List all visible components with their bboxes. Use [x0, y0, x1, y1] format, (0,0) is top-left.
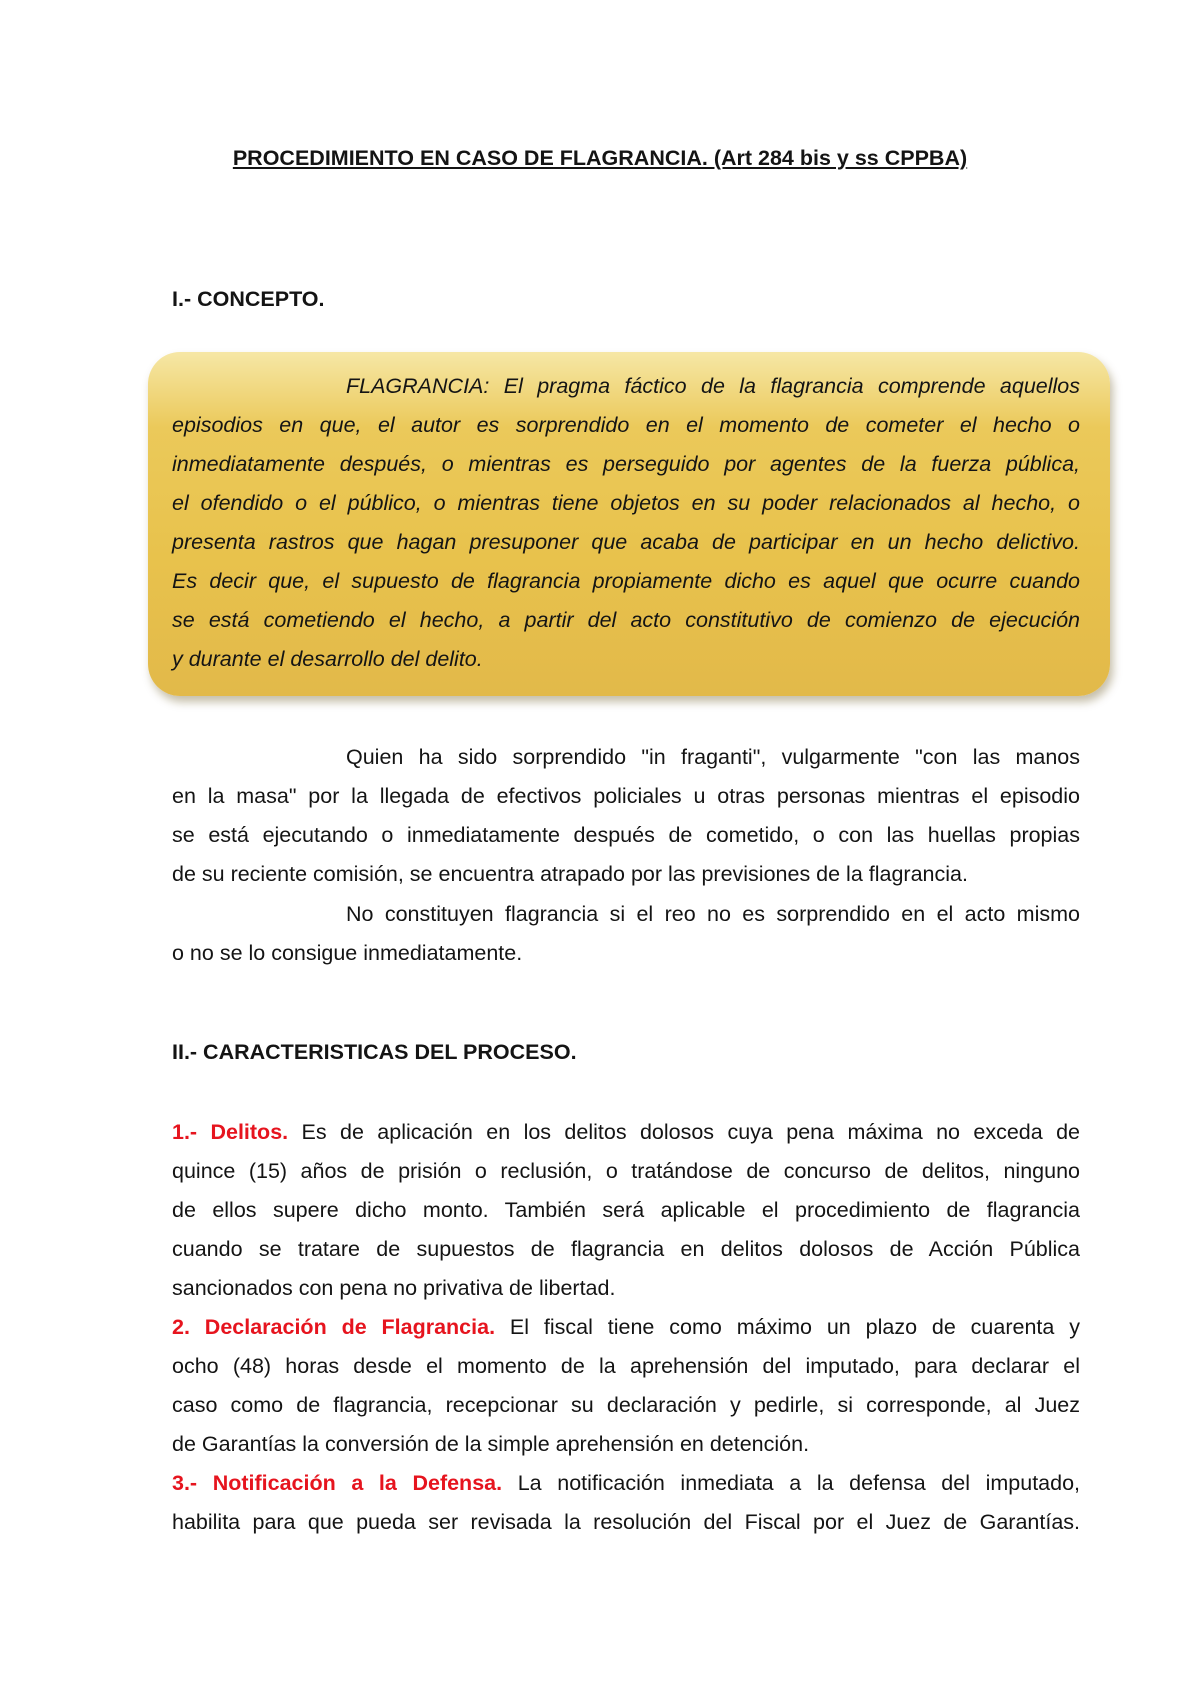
- paragraph1-line: Quien ha sido sorprendido "in fraganti", vulgarmente "con las manos: [346, 745, 1080, 769]
- item2-first-line: [172, 1313, 1080, 1341]
- item1-line: quince (15) años de prisión o reclusión, o tratándose de concurso de delitos, ninguno: [172, 1159, 1080, 1183]
- concept-line: y durante el desarrollo del delito.: [172, 647, 483, 671]
- item1-text: Es de aplicación en los delitos dolosos cuya pena máxima no exceda de: [301, 1120, 1080, 1144]
- item1-first-line: [172, 1118, 1080, 1146]
- document-title: PROCEDIMIENTO EN CASO DE FLAGRANCIA. (Art 284 bis y ss CPPBA): [232, 146, 968, 170]
- item2-text: El fiscal tiene como máximo un plazo de cuarenta y: [509, 1315, 1080, 1339]
- concept-line: FLAGRANCIA: El pragma fáctico de la flagrancia comprende aquellos: [346, 374, 1080, 398]
- concept-line: inmediatamente después, o mientras es perseguido por agentes de la fuerza pública,: [172, 452, 1080, 476]
- item1-label: 1.- Delitos.: [172, 1120, 289, 1144]
- item2-line: ocho (48) horas desde el momento de la aprehensión del imputado, para declarar el: [172, 1354, 1080, 1378]
- item1-line: cuando se tratare de supuestos de flagrancia en delitos dolosos de Acción Pública: [172, 1237, 1080, 1261]
- item2-line: caso como de flagrancia, recepcionar su declaración y pedirle, si corresponde, al Juez: [172, 1393, 1080, 1417]
- section2-heading: II.- CARACTERISTICAS DEL PROCESO.: [172, 1040, 577, 1064]
- item3-text: La notificación inmediata a la defensa del imputado,: [517, 1471, 1081, 1495]
- concept-line: Es decir que, el supuesto de flagrancia propiamente dicho es aquel que ocurre cuando: [172, 569, 1080, 593]
- concept-line: se está cometiendo el hecho, a partir del acto constitutivo de comienzo de ejecución: [172, 608, 1080, 632]
- paragraph1-line: se está ejecutando o inmediatamente después de cometido, o con las huellas propias: [172, 823, 1080, 847]
- paragraph1-line: de su reciente comisión, se encuentra atrapado por las previsiones de la flagrancia.: [172, 862, 968, 886]
- item3-first-line: [172, 1469, 1080, 1497]
- paragraph2-line: No constituyen flagrancia si el reo no es sorprendido en el acto mismo: [346, 902, 1080, 926]
- item1-line: sancionados con pena no privativa de libertad.: [172, 1276, 616, 1300]
- paragraph2-line: o no se lo consigue inmediatamente.: [172, 941, 523, 965]
- concept-line: episodios en que, el autor es sorprendido en el momento de cometer el hecho o: [172, 413, 1080, 437]
- item1-line: de ellos supere dicho monto. También será aplicable el procedimiento de flagrancia: [172, 1198, 1080, 1222]
- paragraph1-line: en la masa" por la llegada de efectivos policiales u otras personas mientras el episodio: [172, 784, 1080, 808]
- concept-line: el ofendido o el público, o mientras tiene objetos en su poder relacionados al hecho, o: [172, 491, 1080, 515]
- section1-heading: I.- CONCEPTO.: [172, 287, 325, 311]
- item3-line: habilita para que pueda ser revisada la resolución del Fiscal por el Juez de Garantías.: [172, 1510, 1080, 1534]
- concept-line: presenta rastros que hagan presuponer que acaba de participar en un hecho delictivo.: [172, 530, 1080, 554]
- item2-label: 2. Declaración de Flagrancia.: [172, 1315, 496, 1339]
- item3-label: 3.- Notificación a la Defensa.: [172, 1471, 503, 1495]
- item2-line: de Garantías la conversión de la simple aprehensión en detención.: [172, 1432, 810, 1456]
